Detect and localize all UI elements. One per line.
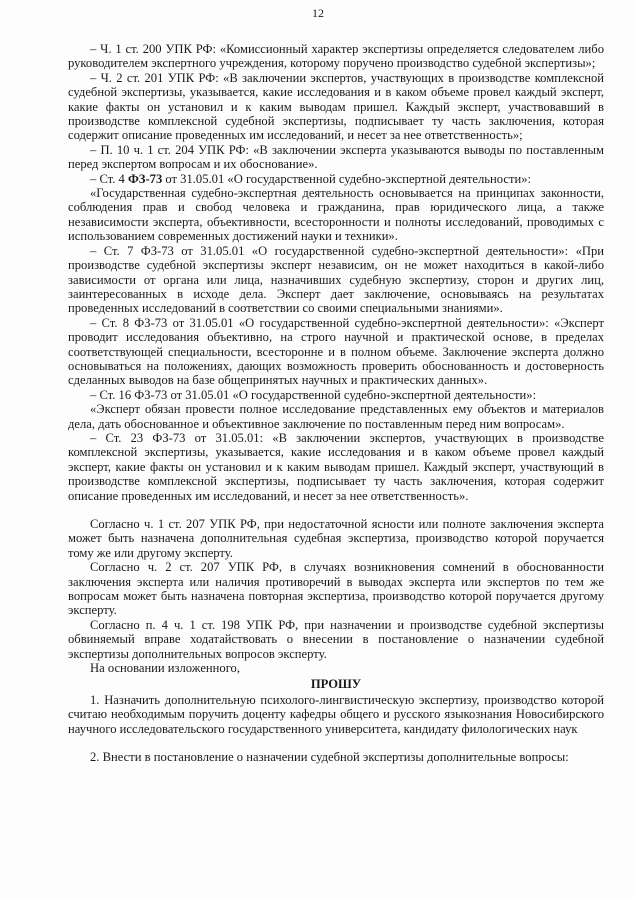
paragraph-upk-200: – Ч. 1 ст. 200 УПК РФ: «Комиссионный характер экспертизы определяется следователем либо руководителем экспертного учреждения, которому поручено производство судебной экспертизы»; bbox=[68, 42, 604, 71]
paragraph-fz73-art16: – Ст. 16 ФЗ-73 от 31.05.01 «О государственной судебно-экспертной деятельности»: bbox=[90, 387, 537, 402]
paragraph-fz73-art4-quote: «Государственная судебно-экспертная деятельность основывается на принципах законности, соблюдения прав и свобод человека и гражданина, прав юридического лица, а также независимости эксперта, объективности, всесторонности и полноты исследований, проводимых с использованием современных достижений науки и техники». bbox=[68, 186, 604, 244]
paragraph-fz73-art7: – Ст. 7 ФЗ-73 от 31.05.01 «О государственной судебно-экспертной деятельности»: «При производстве судебной экспертизы эксперт независим, он не может находиться в какой-либо зависимости от органа или лица, назначивших судебную экспертизу, сторон и других лиц, заинтересованных в исходе дела. Эксперт дает заключение, основываясь на результатах проведенных исследований в соответствии со своими специальными знаниями». bbox=[68, 243, 604, 316]
document-body bbox=[68, 42, 604, 765]
fz73-art4-prefix: – Ст. 4 bbox=[90, 171, 128, 186]
paragraph-upk-201: – Ч. 2 ст. 201 УПК РФ: «В заключении экспертов, участвующих в производстве комплексной судебной экспертизы, указывается, какие исследования и в каком объеме провел каждый эксперт, какие факты он установил и к каким выводам пришел. Каждый эксперт, участвовавший в производстве комплексной судебной экспертизы, подписывает ту часть заключения, которая содержит описание проведенных им исследований, и несет за нее ответственность»; bbox=[68, 70, 604, 143]
paragraph-upk-204: – П. 10 ч. 1 ст. 204 УПК РФ: «В заключении эксперта указываются выводы по поставленным перед экспертом вопросам и их обоснование». bbox=[68, 142, 604, 172]
fz73-art4-bold: ФЗ-73 bbox=[127, 171, 163, 186]
page-number: 12 bbox=[312, 6, 324, 20]
paragraph-upk-207-1: Согласно ч. 1 ст. 207 УПК РФ, при недостаточной ясности или полноте заключения эксперта может быть назначена дополнительная судебная экспертиза, производство которой поручается тому же или другому эксперту. bbox=[68, 517, 604, 560]
paragraph-upk-198: Согласно п. 4 ч. 1 ст. 198 УПК РФ, при назначении и производстве судебной экспертизы обвиняемый вправе ходатайствовать о внесении в постановление о назначении судебной экспертизы дополнительных вопросов эксперту. bbox=[68, 617, 604, 661]
paragraph-fz73-art16-quote: «Эксперт обязан провести полное исследование представленных ему объектов и материалов дела, дать обоснованное и объективное заключение по поставленным перед ним вопросам». bbox=[68, 402, 604, 431]
fz73-art4-suffix: от 31.05.01 «О государственной судебно-экспертной деятельности»: bbox=[162, 171, 531, 186]
paragraph-upk-207-2: Согласно ч. 2 ст. 207 УПК РФ, в случаях возникновения сомнений в обоснованности заключения эксперта или наличия противоречий в выводах эксперта или экспертов по тем же вопросам может быть назначена повторная экспертиза, производство которой поручается другому эксперту. bbox=[68, 560, 604, 618]
spacer bbox=[68, 503, 604, 517]
paragraph-fz73-art4 bbox=[68, 172, 604, 186]
request-item-1: 1. Назначить дополнительную психолого-лингвистическую экспертизу, производство которой считаю необходимым поручить доценту кафедры общего и русского языкознания Новосибирского научного исследовательского государственного университета, кандидату филологических наук bbox=[68, 692, 604, 736]
spacer bbox=[68, 736, 604, 750]
request-heading: ПРОШУ bbox=[310, 677, 362, 692]
paragraph-fz73-art8: – Ст. 8 ФЗ-73 от 31.05.01 «О государственной судебно-экспертной деятельности»: «Эксперт проводит исследования объективно, на строго научной и практической основе, в пределах соответствующей специальности, всесторонне и в полном объеме. Заключение эксперта должно основываться на положениях, дающих возможность проверить обоснованность и достоверность сделанных выводов на базе общепринятых научных и практических данных». bbox=[68, 315, 604, 388]
paragraph-fz73-art23: – Ст. 23 ФЗ-73 от 31.05.01: «В заключении экспертов, участвующих в производстве комплексной экспертизы, указывается, какие исследования и в каком объеме провел каждый эксперт, какие факты он установил и к каким выводам пришел. Каждый эксперт, участвующий в производстве комплексной экспертизы, подписывает ту часть заключения, которая содержит описание проведенных им исследований, и несет за нее ответственность». bbox=[68, 430, 604, 503]
request-item-2: 2. Внести в постановление о назначении судебной экспертизы дополнительные вопросы: bbox=[90, 750, 569, 765]
paragraph-basis: На основании изложенного, bbox=[90, 661, 240, 676]
